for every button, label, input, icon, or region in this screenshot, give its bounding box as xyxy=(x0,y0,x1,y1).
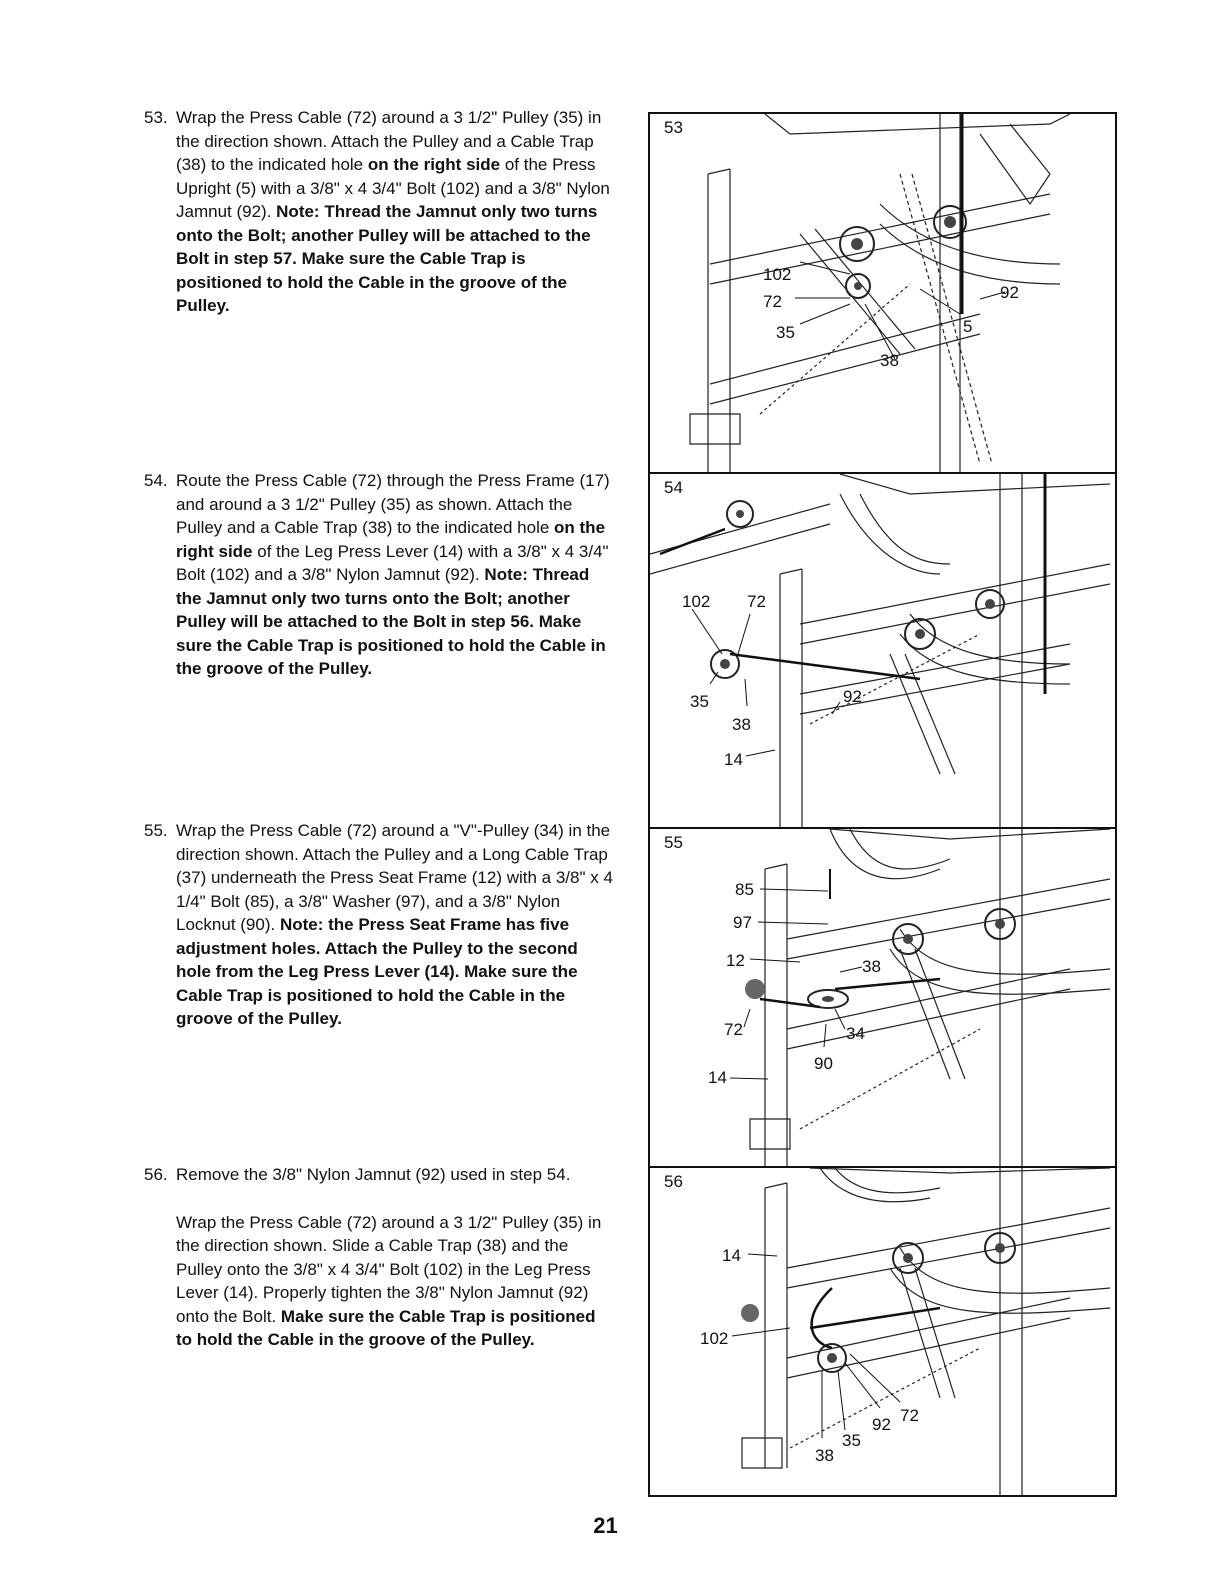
step-paragraph xyxy=(176,1211,614,1352)
step-paragraph xyxy=(176,106,614,318)
callout-label: 38 xyxy=(815,1446,834,1465)
step-number: 53. xyxy=(144,108,168,127)
text-run: Remove the 3/8" Nylon Jamnut (92) used in step 54. xyxy=(176,1165,571,1184)
callout-label: 72 xyxy=(747,592,766,611)
callout-label: 92 xyxy=(872,1415,891,1434)
bold-text-run: Note: Thread the Jamnut only two turns onto the Bolt; another Pulley will be attached to the Bolt in step 57. Make sure the Cable Trap is positioned to hold the Cable in the groove of the Pulley. xyxy=(176,202,598,315)
callout-label: 14 xyxy=(708,1068,727,1087)
callout-label: 35 xyxy=(842,1431,861,1450)
callout-label: 90 xyxy=(814,1054,833,1073)
callout-label: 38 xyxy=(880,351,899,370)
step-number: 54. xyxy=(144,471,168,490)
callout-label: 92 xyxy=(843,687,862,706)
assembly-drawing-56 xyxy=(650,1168,1117,1497)
step-text xyxy=(176,819,614,1031)
callout-label: 35 xyxy=(776,323,795,342)
callout-label: 92 xyxy=(1000,283,1019,302)
bold-text-run: on the right side xyxy=(367,155,501,174)
callout-label: 97 xyxy=(733,913,752,932)
text-run: Wrap the Press Cable (72) around a 3 1/2" Pulley (35) in the direction shown. Attach the Pulley and a Cable Trap (38) to the indicated hole xyxy=(176,108,602,174)
callout-label: 5 xyxy=(963,317,973,336)
figure-number: 53 xyxy=(664,118,683,137)
callout-label: 102 xyxy=(682,592,711,611)
figure-number: 55 xyxy=(664,833,683,852)
figure-56 xyxy=(648,1166,1117,1497)
callout-label: 102 xyxy=(763,265,792,284)
step-paragraph xyxy=(176,819,614,1031)
text-run: Wrap the Press Cable (72) around a 3 1/2" Pulley (35) in the direction shown. Slide a Cable Trap (38) and the Pulley onto the 3/8" x 4 3/4" Bolt (102) in the Leg Press Lever (14). Properly tighten the 3/8" Nylon Jamnut (92) onto the Bolt. xyxy=(176,1212,602,1326)
step-56 xyxy=(144,1163,614,1352)
callout-label: 72 xyxy=(724,1020,743,1039)
figure-number: 56 xyxy=(664,1172,683,1191)
assembly-drawing-55 xyxy=(650,829,1117,1168)
bold-text-run: Note: the Press Seat Frame has five adjustment holes. Attach the Pulley to the second hole from the Leg Press Lever (14). Make sure the Cable Trap is positioned to hold the Cable in the groove of the Pulley. xyxy=(176,915,578,1028)
callout-label: 102 xyxy=(700,1329,729,1348)
callout-label: 14 xyxy=(722,1246,741,1265)
callout-label: 38 xyxy=(732,715,751,734)
callout-label: 35 xyxy=(690,692,709,711)
callout-label: 38 xyxy=(862,957,881,976)
figure-number: 54 xyxy=(664,478,683,497)
assembly-drawing-53 xyxy=(650,114,1117,474)
figure-54 xyxy=(648,472,1117,829)
step-53 xyxy=(144,106,614,318)
callout-label: 14 xyxy=(724,750,743,769)
figure-53 xyxy=(648,112,1117,474)
bold-text-run: Make sure the Cable Trap is positioned to hold the Cable in the groove of the Pulley. xyxy=(176,1306,596,1349)
step-paragraph xyxy=(176,469,614,681)
page-number: 21 xyxy=(593,1513,618,1538)
text-run: of the Press Upright (5) with a 3/8" x 4 3/4" Bolt (102) and a 3/8" Nylon Jamnut (92). xyxy=(176,155,610,221)
bold-text-run: Note: Thread the Jamnut only two turns onto the Bolt; another Pulley will be attached to the Bolt in step 56. Make sure the Cable Trap is positioned to hold the Cable in the groove of the Pulley. xyxy=(176,565,606,678)
step-55 xyxy=(144,819,614,1031)
step-number: 56. xyxy=(144,1165,168,1184)
figure-55 xyxy=(648,827,1117,1168)
assembly-drawing-54 xyxy=(650,474,1117,829)
text-run: Route the Press Cable (72) through the Press Frame (17) and around a 3 1/2" Pulley (35) as shown. Attach the Pulley and a Cable Trap (38) to the indicated hole xyxy=(176,471,610,537)
text-run: of the Leg Press Lever (14) with a 3/8" x 4 3/4" Bolt (102) and a 3/8" Nylon Jamnut (92). xyxy=(176,541,609,584)
step-text xyxy=(176,1163,614,1352)
callout-label: 12 xyxy=(726,951,745,970)
text-run: Wrap the Press Cable (72) around a "V"-Pulley (34) in the direction shown. Attach the Pulley and a Long Cable Trap (37) underneath the Press Seat Frame (12) with a 3/8" x 4 1/4" Bolt (85), a 3/8" Washer (97), and a 3/8" Nylon Locknut (90). xyxy=(176,821,613,934)
step-number: 55. xyxy=(144,821,168,840)
callout-label: 72 xyxy=(763,292,782,311)
callout-label: 72 xyxy=(900,1406,919,1425)
step-54 xyxy=(144,469,614,681)
bold-text-run: on the right side xyxy=(176,518,606,561)
callout-label: 34 xyxy=(846,1024,865,1043)
callout-label: 85 xyxy=(735,880,754,899)
step-text xyxy=(176,106,614,318)
step-paragraph xyxy=(176,1163,614,1187)
step-text xyxy=(176,469,614,681)
